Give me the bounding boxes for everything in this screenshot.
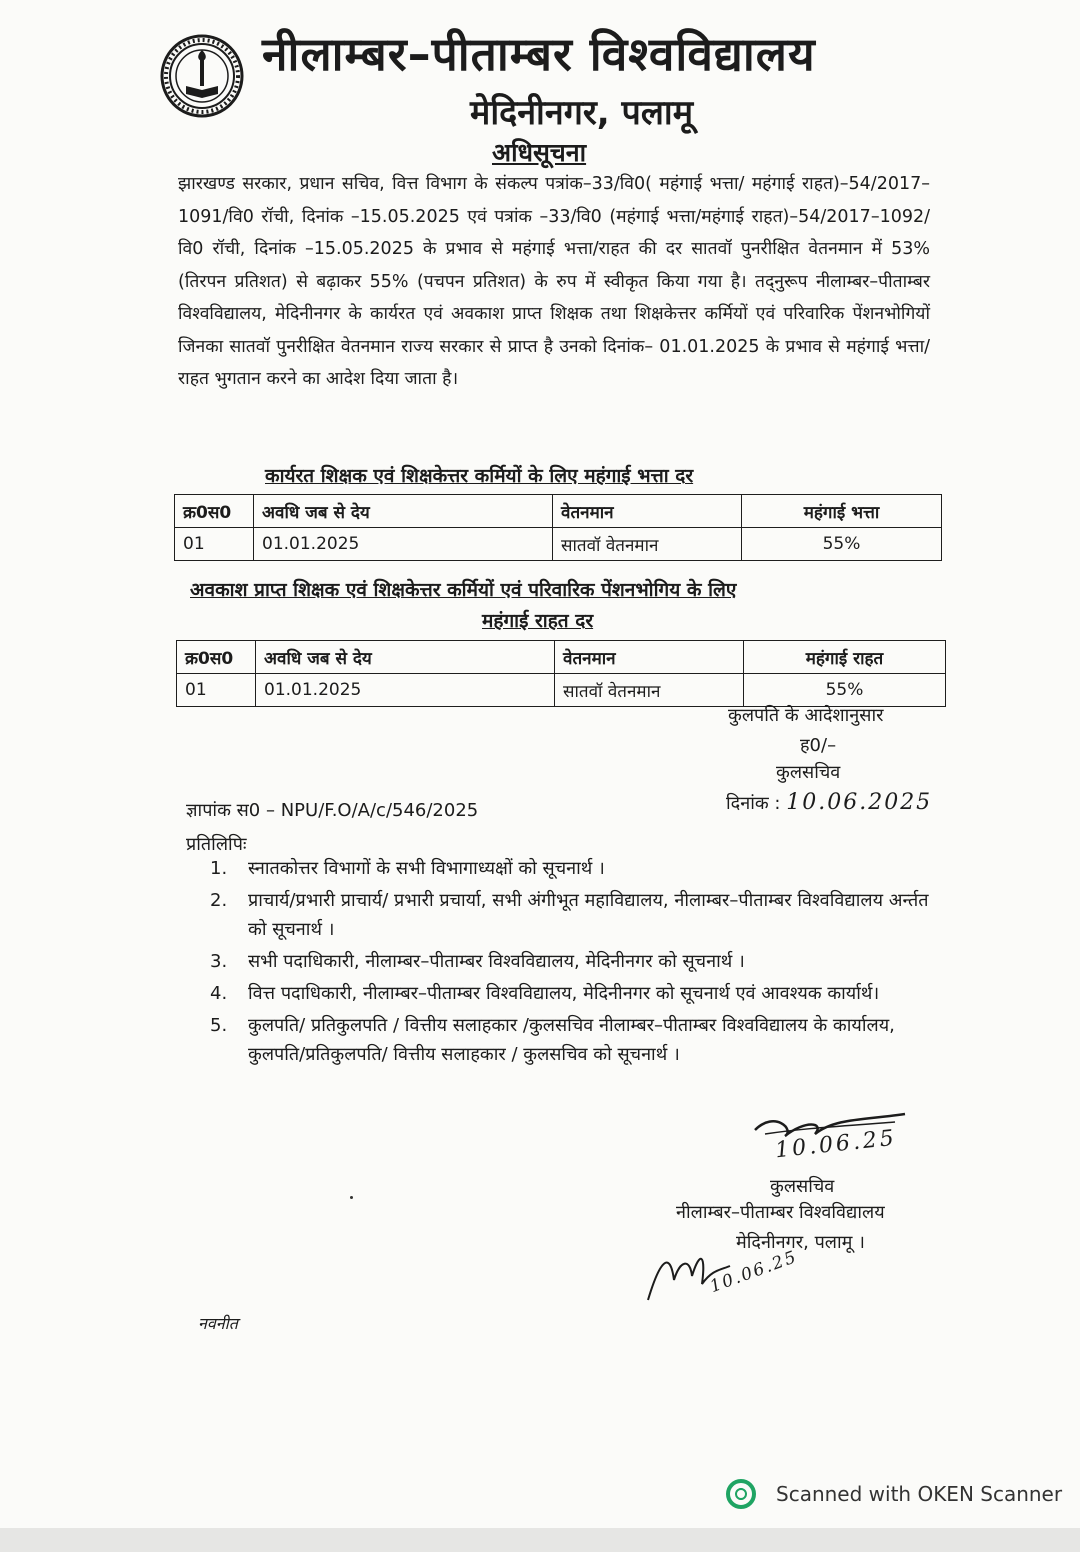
date-value: 10.06.2025 bbox=[786, 790, 933, 815]
allowance-table bbox=[174, 494, 942, 561]
order-line: कुलपति के आदेशानुसार bbox=[728, 705, 884, 726]
header-period: अवधि जब से देय bbox=[254, 495, 553, 528]
second-signature-date: 10.06.25 bbox=[707, 1246, 801, 1298]
table2-title-line1: अवकाश प्राप्त शिक्षक एवं शिक्षकेत्तर कर्मियों एवं परिवारिक पेंशनभोगिय के लिए bbox=[190, 579, 737, 601]
header-rate: महंगाई राहत bbox=[744, 641, 946, 674]
header-period: अवधि जब से देय bbox=[256, 641, 555, 674]
registrar-university: नीलाम्बर–पीताम्बर विश्वविद्यालय bbox=[676, 1202, 885, 1223]
list-item: 4. वित्त पदाधिकारी, नीलाम्बर–पीताम्बर विश्वविद्यालय, मेदिनीनगर को सूचनार्थ एवं आवश्यक कार्यार्थ। bbox=[210, 983, 880, 1004]
letter-number: ज्ञापांक स0 – NPU/F.O/A/c/546/2025 bbox=[186, 800, 479, 821]
header-payscale: वेतनमान bbox=[555, 641, 744, 674]
date-label: दिनांक : bbox=[726, 793, 781, 814]
document-title: अधिसूचना bbox=[492, 138, 587, 167]
copy-list bbox=[210, 854, 930, 1072]
cell-serial: 01 bbox=[175, 528, 254, 561]
university-seal-icon bbox=[160, 34, 244, 118]
clerk-initials: नवनीत bbox=[198, 1314, 238, 1333]
ink-dot bbox=[350, 1196, 353, 1199]
table-header-row bbox=[175, 495, 942, 528]
copy-heading: प्रतिलिपिः bbox=[186, 834, 247, 855]
signed-mark: ह0/– bbox=[800, 735, 837, 756]
university-name: नीलाम्बर–पीताम्बर विश्वविद्यालय bbox=[262, 27, 816, 81]
list-item: 1. स्नातकोत्तर विभागों के सभी विभागाध्यक्षों को सूचनार्थ । bbox=[210, 858, 605, 879]
header-serial: क्र0स0 bbox=[177, 641, 256, 674]
cell-payscale: सातवॉ वेतनमान bbox=[555, 674, 744, 707]
table-row bbox=[177, 674, 946, 707]
university-city: मेदिनीनगर, पलामू bbox=[470, 93, 694, 133]
table2-title-line2: महंगाई राहत दर bbox=[482, 610, 594, 632]
registrar-designation: कुलसचिव bbox=[770, 1176, 835, 1197]
cell-rate: 55% bbox=[742, 528, 942, 561]
scanner-text: Scanned with OKEN Scanner bbox=[776, 1482, 1063, 1506]
cell-serial: 01 bbox=[177, 674, 256, 707]
notification-body: झारखण्ड सरकार, प्रधान सचिव, वित्त विभाग के संकल्प पत्रांक–33/वि0( महंगाई भत्ता/ महंगाई राहत)–54/2017–1091/वि0 रॉची, दिनांक –15.05.2025 एवं पत्रांक –33/वि0 (महंगाई भत्ता/महंगाई राहत)–54/2017–1092/वि0 रॉची, दिनांक –15.05.2025 के प्रभाव से महंगाई भत्ता/राहत की दर सातवॉ पुनरीक्षित वेतनमान में 53% (तिरपन प्रतिशत) से बढ़ाकर 55% (पचपन प्रतिशत) के रुप में स्वीकृत किया गया है। तद्नुरूप नीलाम्बर–पीताम्बर विश्वविद्यालय, मेदिनीनगर के कार्यरत एवं अवकाश प्राप्त शिक्षक तथा शिक्षकेत्तर कर्मियों एवं परिवारिक पेंशनभोगियों जिनका सातवॉ पुनरीक्षित वेतनमान राज्य सरकार से प्राप्त है उनको दिनांक– 01.01.2025 के प्रभाव से महंगाई भत्ता/राहत भुगतान करने का आदेश दिया जाता है। bbox=[178, 174, 930, 389]
relief-table bbox=[176, 640, 946, 707]
registrar-label: कुलसचिव bbox=[776, 762, 841, 783]
header-serial: क्र0स0 bbox=[175, 495, 254, 528]
scanner-logo-icon bbox=[726, 1479, 756, 1509]
header-rate: महंगाई भत्ता bbox=[742, 495, 942, 528]
list-item: 2. प्राचार्य/प्रभारी प्राचार्य/ प्रभारी प्रचार्या, सभी अंगीभूत महाविद्यालय, नीलाम्बर–पीताम्बर विश्वविद्यालय अर्न्तत को सूचनार्थ । bbox=[210, 890, 929, 940]
table-row bbox=[175, 528, 942, 561]
cell-payscale: सातवॉ वेतनमान bbox=[553, 528, 742, 561]
cell-period: 01.01.2025 bbox=[254, 528, 553, 561]
registrar-city: मेदिनीनगर, पलामू । bbox=[736, 1232, 865, 1253]
cell-rate: 55% bbox=[744, 674, 946, 707]
table-header-row bbox=[177, 641, 946, 674]
table1-title: कार्यरत शिक्षक एवं शिक्षकेत्तर कर्मियों के लिए महंगाई भत्ता दर bbox=[265, 465, 694, 487]
cell-period: 01.01.2025 bbox=[256, 674, 555, 707]
date-line bbox=[726, 790, 932, 815]
bottom-bar bbox=[0, 1528, 1080, 1552]
list-item: 5. कुलपति/ प्रतिकुलपति / वित्तीय सलाहकार /कुलसचिव नीलाम्बर–पीताम्बर विश्वविद्यालय के कार्यालय, कुलपति/प्रतिकुलपति/ वित्तीय सलाहकार / कुलसचिव को सूचनार्थ । bbox=[210, 1015, 895, 1065]
signature-date: 10.06.25 bbox=[774, 1125, 898, 1164]
list-item: 3. सभी पदाधिकारी, नीलाम्बर–पीताम्बर विश्वविद्यालय, मेदिनीनगर को सूचनार्थ । bbox=[210, 951, 745, 972]
scanner-watermark bbox=[726, 1478, 1062, 1510]
header-payscale: वेतनमान bbox=[553, 495, 742, 528]
